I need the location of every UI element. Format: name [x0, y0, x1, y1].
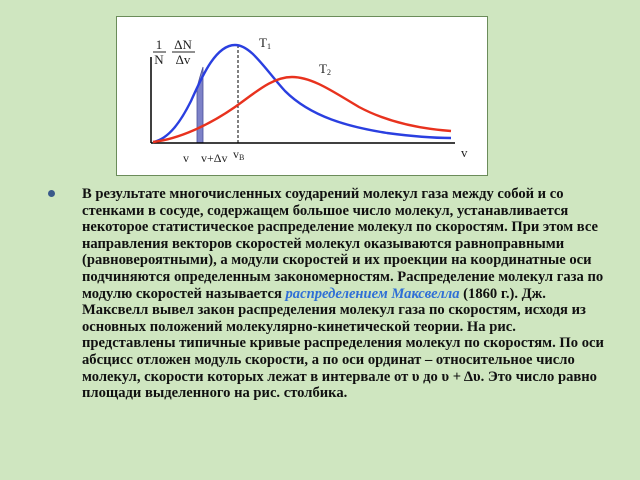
distribution-diagram — [117, 17, 487, 175]
description-part-2: (1860 г.). Дж. Максвелл вывел закон распределения молекул газа по скоростям, исходя из основных положений молекулярно-кинетической теории. На рис. представлены типичные кривые распределения молекул по скоростям. По оси абсцисс отложен модуль скорости, а по оси ординат – относительное число молекул, скорости которых лежат в интервале от υ до υ + Δυ. Это число равно площади выделенного на рис. столбика. — [82, 285, 604, 402]
y-label-fraction-top: ΔN — [174, 37, 192, 52]
description-bullet — [48, 186, 608, 402]
tick-v-plus-dv: v+Δv — [201, 151, 228, 165]
tick-vb-subscript: B — [239, 153, 245, 162]
description-text — [82, 186, 608, 402]
y-label-fraction-bottom: Δv — [175, 52, 191, 67]
description-part-1: В результате многочисленных соударений молекул газа между собой и со стенками в сосуде, содержащем большое число молекул, устанавливается некоторое статистическое распределение молекул по скоростям. При этом все направления векторов скоростей молекул оказываются равноправными (равновероятными), а модули скоростей и их проекции на координатные оси подчиняются определенным закономерностям. Распределение молекул газа по модулю скоростей называется — [82, 186, 604, 302]
y-label-left-denominator: N — [154, 52, 164, 67]
curve-t2-subscript: 2 — [326, 68, 331, 77]
maxwell-distribution-figure — [116, 16, 488, 176]
x-axis-label: v — [461, 145, 468, 160]
bullet-icon — [48, 190, 55, 197]
tick-vb: vB — [233, 147, 245, 162]
curve-t1-subscript: 1 — [266, 42, 271, 51]
curve-t1-label: T1 — [259, 35, 271, 51]
curve-t2-label: T2 — [319, 61, 331, 77]
y-label-numerator: 1 — [155, 37, 163, 52]
tick-v: v — [183, 151, 189, 165]
maxwell-distribution-term: распределением Максвелла — [285, 285, 460, 302]
